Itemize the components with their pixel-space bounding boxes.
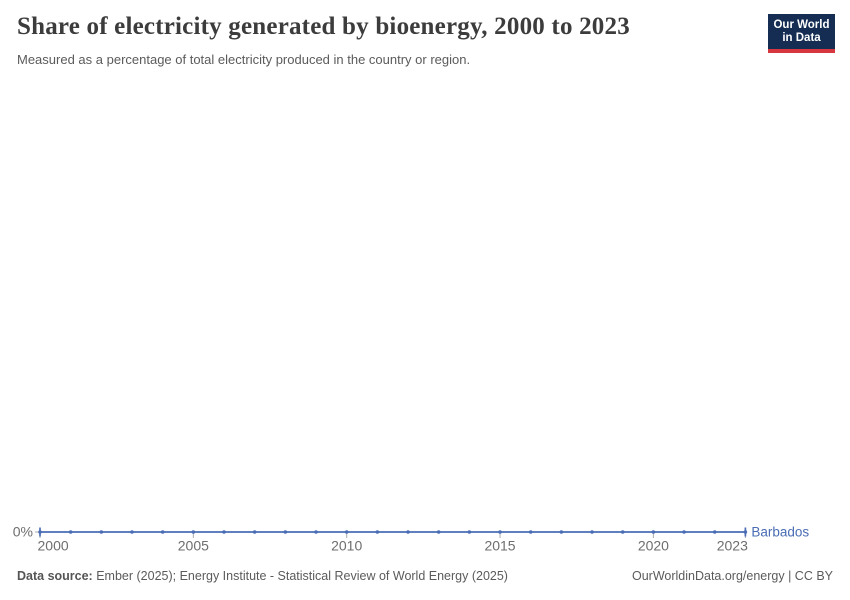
owid-credit-link[interactable]: OurWorldinData.org/energy | CC BY xyxy=(631,569,833,583)
data-point-2018[interactable] xyxy=(590,530,594,534)
x-axis-label-2020: 2020 xyxy=(637,537,669,554)
data-point-2015[interactable] xyxy=(498,530,502,534)
data-point-2008[interactable] xyxy=(284,530,288,534)
data-point-2022[interactable] xyxy=(713,530,717,534)
chart-title: Share of electricity generated by bioenergy, 2000 to 2023 xyxy=(17,13,630,40)
data-point-2005[interactable] xyxy=(192,530,196,534)
data-point-2019[interactable] xyxy=(621,530,625,534)
data-source-text: Ember (2025); Energy Institute - Statistical Review of World Energy (2025) xyxy=(96,569,508,583)
series-label-barbados[interactable]: Barbados xyxy=(751,524,810,540)
data-point-2007[interactable] xyxy=(253,530,257,534)
owid-logo-line1: Our World xyxy=(773,18,830,31)
data-point-2012[interactable] xyxy=(406,530,410,534)
data-point-2006[interactable] xyxy=(222,530,226,534)
data-point-2003[interactable] xyxy=(130,530,134,534)
data-point-2010[interactable] xyxy=(345,530,349,534)
data-point-2014[interactable] xyxy=(468,530,472,534)
x-axis-label-2005: 2005 xyxy=(177,537,209,554)
x-axis-label-2023: 2023 xyxy=(716,537,748,554)
data-source-label: Data source: xyxy=(17,569,93,583)
data-point-2016[interactable] xyxy=(529,530,533,534)
x-axis-label-2010: 2010 xyxy=(331,537,363,554)
data-point-2004[interactable] xyxy=(161,530,165,534)
owid-logo-line2: in Data xyxy=(782,31,821,44)
data-point-2013[interactable] xyxy=(437,530,441,534)
data-point-2002[interactable] xyxy=(100,530,104,534)
data-point-2020[interactable] xyxy=(652,530,656,534)
data-point-2017[interactable] xyxy=(560,530,564,534)
x-axis-label-2015: 2015 xyxy=(484,537,516,554)
data-point-2001[interactable] xyxy=(69,530,73,534)
data-point-2021[interactable] xyxy=(682,530,686,534)
x-axis-label-2000: 2000 xyxy=(37,537,69,554)
data-point-2009[interactable] xyxy=(314,530,318,534)
data-point-2023[interactable] xyxy=(744,530,748,534)
chart-subtitle: Measured as a percentage of total electricity produced in the country or region. xyxy=(17,52,471,67)
y-axis-label-zero: 0% xyxy=(12,523,33,540)
data-point-2011[interactable] xyxy=(376,530,380,534)
data-point-2000[interactable] xyxy=(38,530,42,534)
data-source[interactable] xyxy=(17,569,508,583)
